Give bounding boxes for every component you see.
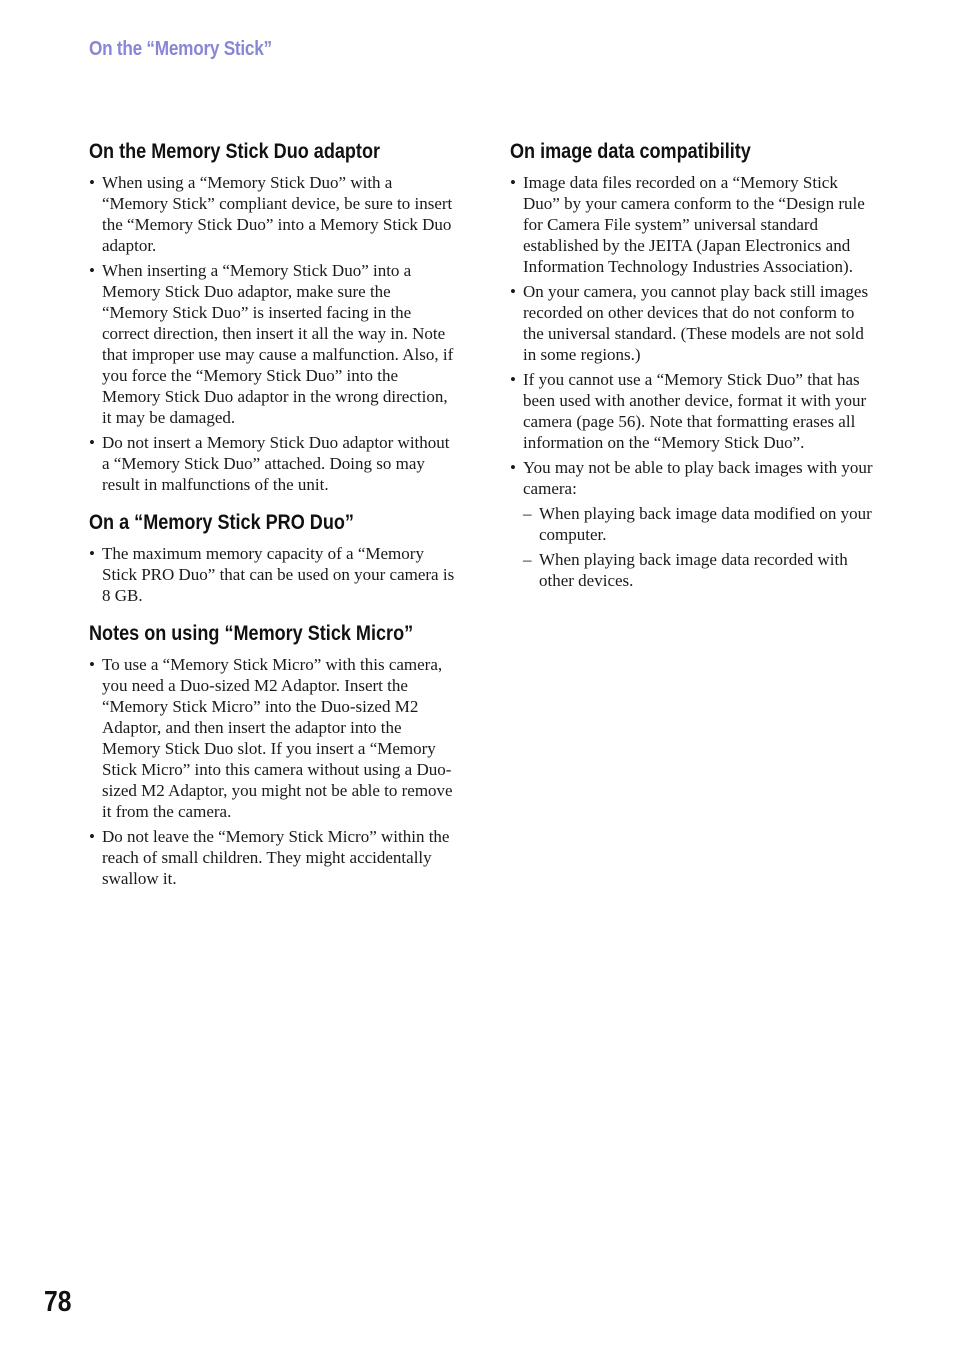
section-title: On image data compatibility	[510, 140, 751, 163]
section-image-compat	[510, 138, 878, 591]
bullet-icon: •	[89, 173, 95, 192]
dash-icon: –	[523, 504, 532, 523]
bullet-list	[89, 543, 457, 606]
dash-icon: –	[523, 550, 532, 569]
right-column	[510, 138, 878, 605]
bullet-icon: •	[89, 544, 95, 563]
sub-list-item: – When playing back image data recorded with other devices.	[523, 550, 848, 590]
list-item: • When inserting a “Memory Stick Duo” into a Memory Stick Duo adaptor, make sure the “Memory Stick Duo” is inserted facing in the correct direction, then insert it all the way in. Note that improper use may cause a malfunction. Also, if you force the “Memory Stick Duo” into the Memory Stick Duo adaptor in the wrong direction, it may be damaged.	[89, 261, 454, 427]
bullet-icon: •	[89, 827, 95, 846]
list-item: • When using a “Memory Stick Duo” with a “Memory Stick” compliant device, be sure to insert the “Memory Stick Duo” into a Memory Stick Duo adaptor.	[89, 173, 453, 255]
running-header: On the “Memory Stick”	[89, 38, 272, 60]
section-title: On a “Memory Stick PRO Duo”	[89, 511, 354, 534]
bullet-icon: •	[89, 433, 95, 452]
page-number: 78	[44, 1286, 72, 1318]
sub-list	[523, 503, 878, 591]
bullet-icon: •	[89, 261, 95, 280]
section-stick-micro	[89, 620, 457, 889]
list-item: • If you cannot use a “Memory Stick Duo” that has been used with another device, format it with your camera (page 56). Note that formatting erases all information on the “Memory Stick Duo”.	[510, 370, 867, 452]
section-duo-adaptor	[89, 138, 457, 495]
bullet-list	[89, 172, 457, 495]
bullet-list	[510, 172, 878, 591]
bullet-icon: •	[510, 370, 516, 389]
list-item: • Image data files recorded on a “Memory Stick Duo” by your camera conform to the “Design rule for Camera File system” universal standard established by the JEITA (Japan Electronics and Information Technology Industries Association).	[510, 173, 865, 276]
bullet-icon: •	[510, 173, 516, 192]
bullet-icon: •	[510, 458, 516, 477]
list-item: • Do not leave the “Memory Stick Micro” within the reach of small children. They might accidentally swallow it.	[89, 827, 450, 888]
section-pro-duo	[89, 509, 457, 606]
list-item: • Do not insert a Memory Stick Duo adaptor without a “Memory Stick Duo” attached. Doing so may result in malfunctions of the unit.	[89, 433, 450, 494]
list-item: • The maximum memory capacity of a “Memory Stick PRO Duo” that can be used on your camera is 8 GB.	[89, 544, 455, 605]
list-item: • To use a “Memory Stick Micro” with this camera, you need a Duo-sized M2 Adaptor. Insert the “Memory Stick Micro” into the Duo-sized M2 Adaptor, and then insert the adaptor into the Memory Stick Duo slot. If you insert a “Memory Stick Micro” into this camera without using a Duo-sized M2 Adaptor, you might not be able to remove it from the camera.	[89, 655, 453, 821]
section-title: Notes on using “Memory Stick Micro”	[89, 622, 414, 645]
list-item: • You may not be able to play back images with your camera: – When playing back image data modified on your computer. – When playing back image data recorded with other devices.	[510, 457, 878, 591]
left-column	[89, 138, 457, 903]
bullet-icon: •	[510, 282, 516, 301]
bullet-icon: •	[89, 655, 95, 674]
section-title: On the Memory Stick Duo adaptor	[89, 140, 381, 163]
list-item: • On your camera, you cannot play back still images recorded on other devices that do not conform to the universal standard. (These models are not sold in some regions.)	[510, 282, 869, 364]
bullet-list	[89, 654, 457, 889]
sub-list-item: – When playing back image data modified on your computer.	[523, 504, 872, 544]
